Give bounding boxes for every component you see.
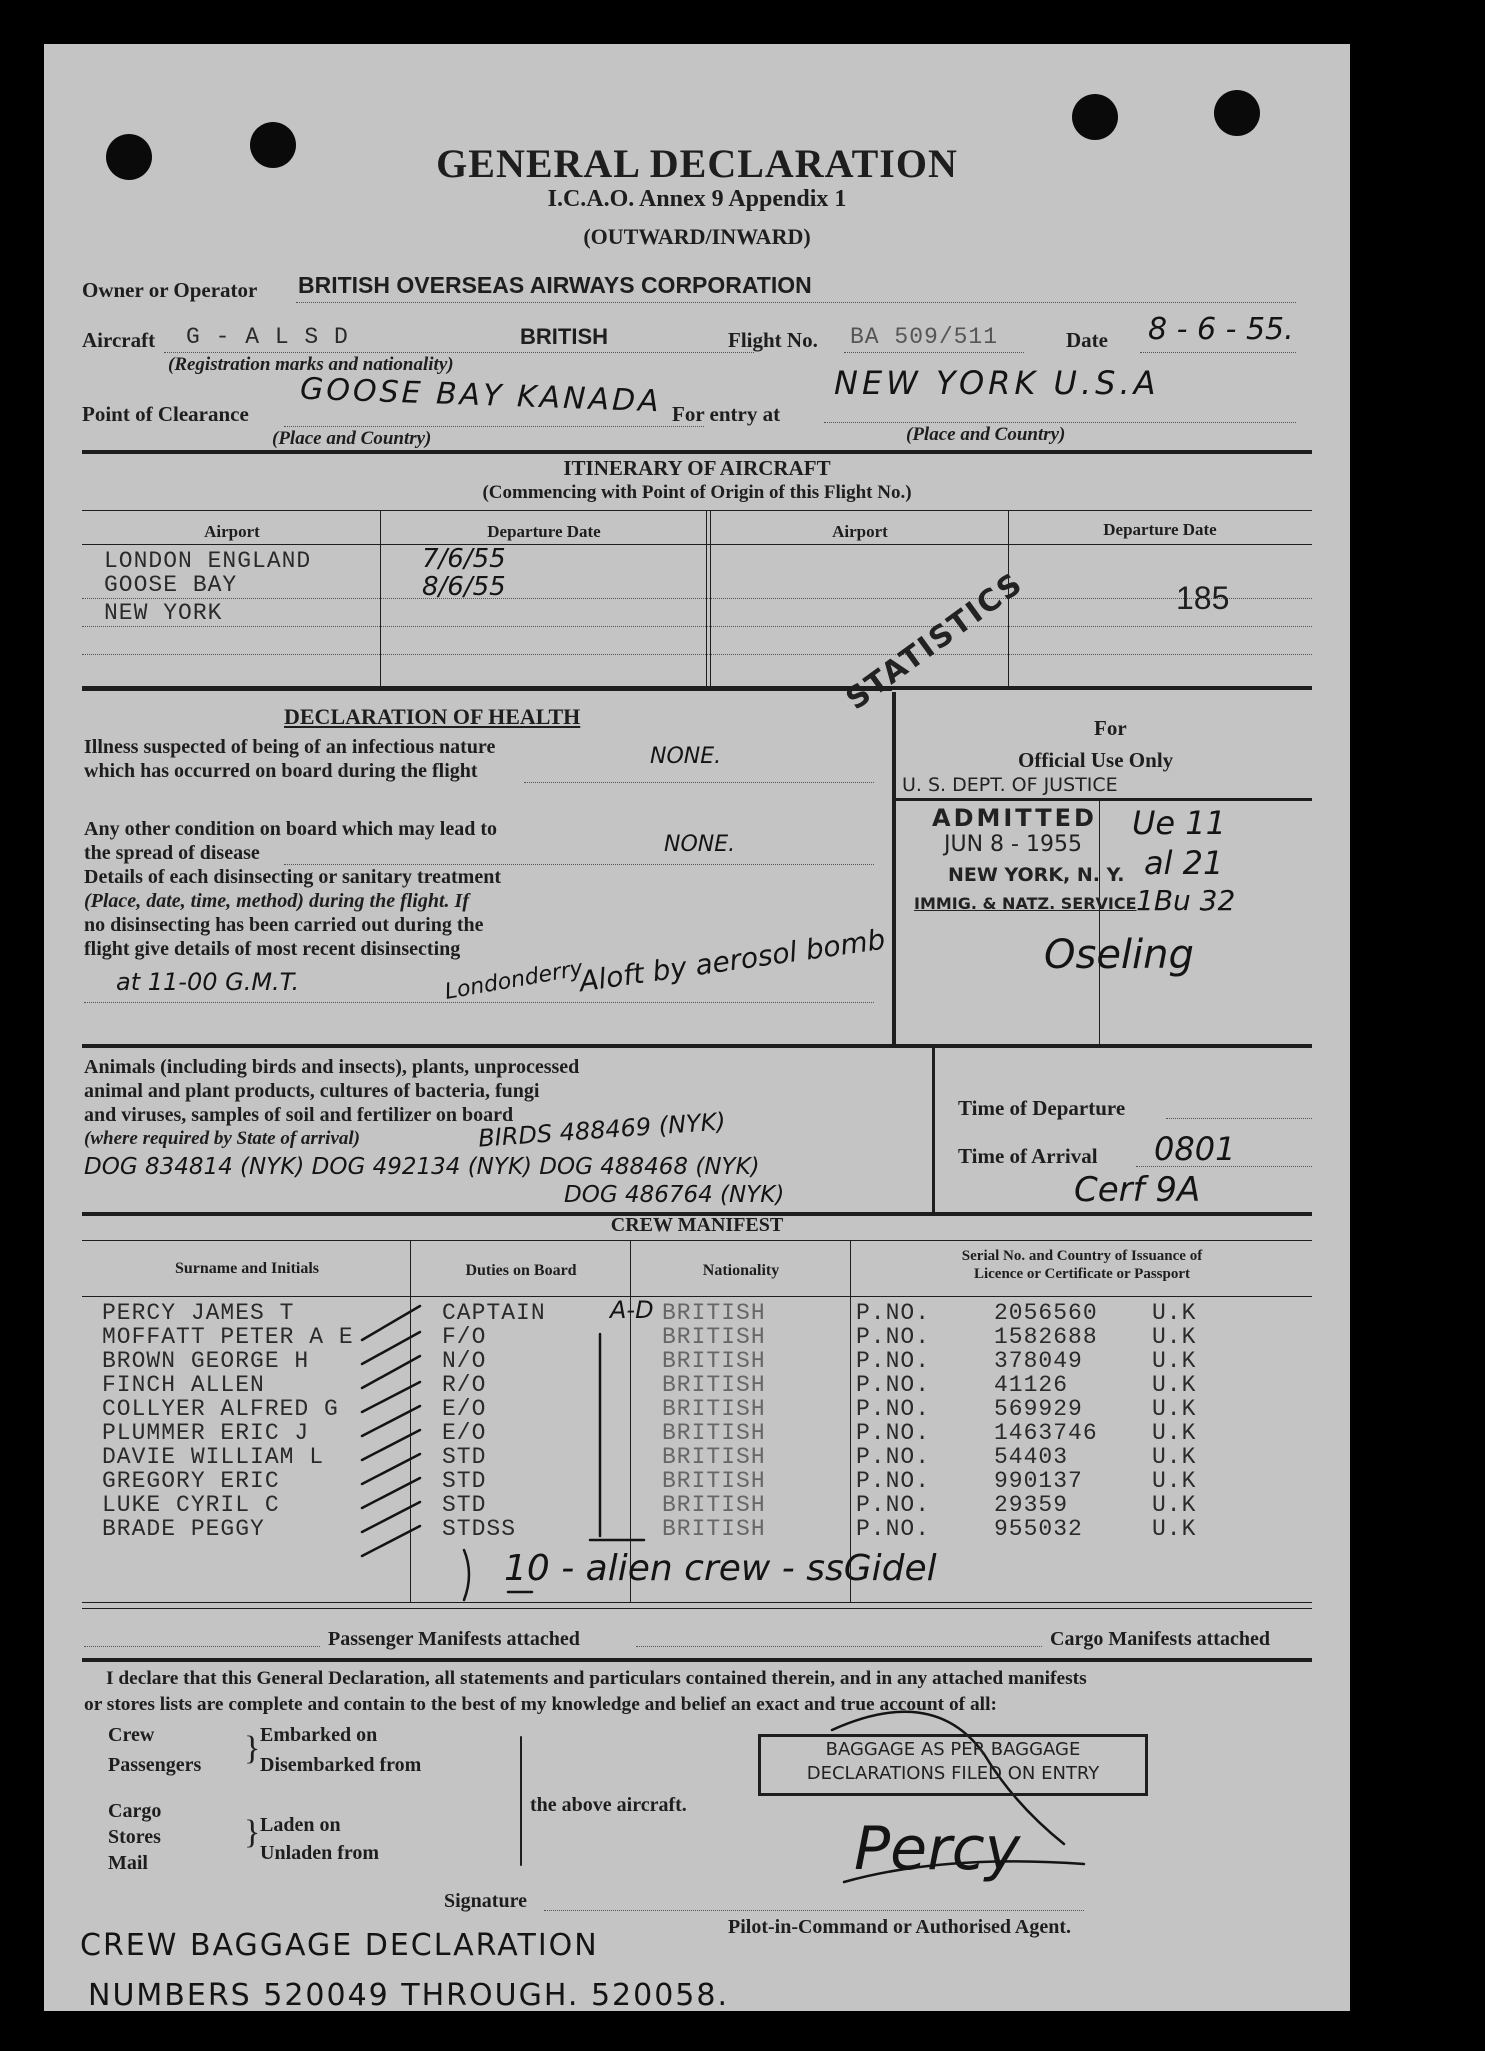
crew-col-serial-1: Serial No. and Country of Issuance of bbox=[961, 1248, 1203, 1264]
itinerary-date-2: 8/6/55 bbox=[422, 572, 506, 602]
decl-mail: Mail bbox=[108, 1852, 148, 1874]
health-q3-line1: Details of each disinsecting or sanitary treatment bbox=[84, 866, 501, 888]
animals-line4: (where required by State of arrival) bbox=[84, 1128, 361, 1149]
itinerary-col-airport-2: Airport bbox=[832, 522, 888, 541]
decl-cargo: Cargo bbox=[108, 1800, 162, 1822]
pilot-signature: Percy bbox=[854, 1814, 1021, 1884]
table-row: FINCH ALLEN R/O BRITISH P.NO. 41126 U.K bbox=[102, 1372, 1197, 1398]
decl-crew: Crew bbox=[108, 1724, 155, 1746]
decl-laden: Laden on bbox=[260, 1814, 341, 1836]
animals-hand-1: BIRDS 488469 (NYK) bbox=[477, 1107, 727, 1153]
animals-hand-3: DOG 486764 (NYK) bbox=[564, 1182, 785, 1208]
itinerary-col-airport: Airport bbox=[204, 522, 260, 541]
stamp-date: JUN 8 - 1955 bbox=[944, 832, 1082, 857]
owner-value: BRITISH OVERSEAS AIRWAYS CORPORATION bbox=[298, 272, 812, 298]
arrival-value: 0801 bbox=[1154, 1130, 1236, 1168]
health-q2-line1: Any other condition on board which may lead to bbox=[84, 818, 498, 840]
table-row: LUKE CYRIL C STD BRITISH P.NO. 29359 U.K bbox=[102, 1492, 1197, 1518]
clearance-note: (Place and Country) bbox=[272, 428, 432, 449]
admitted-stamp: ADMITTED bbox=[932, 804, 1097, 832]
health-q3-answer-1: Aloft by aerosol bomb bbox=[577, 922, 888, 999]
itinerary-col-departure: Departure Date bbox=[487, 522, 601, 541]
owner-label: Owner or Operator bbox=[82, 278, 258, 302]
brace: } bbox=[244, 1814, 261, 1851]
decl-unladen: Unladen from bbox=[260, 1842, 380, 1864]
date-value: 8 - 6 - 55. bbox=[1148, 312, 1294, 347]
aircraft-note: (Registration marks and nationality) bbox=[168, 354, 454, 375]
itinerary-airport-3: NEW YORK bbox=[104, 600, 223, 626]
table-row: BROWN GEORGE H N/O BRITISH P.NO. 378049 U.K bbox=[102, 1348, 1197, 1374]
form-subtitle: I.C.A.O. Annex 9 Appendix 1 bbox=[547, 186, 847, 212]
decl-passengers: Passengers bbox=[108, 1754, 202, 1776]
form-direction: (OUTWARD/INWARD) bbox=[583, 224, 811, 249]
itinerary-number: 185 bbox=[1176, 580, 1230, 616]
itinerary-airport-2: GOOSE BAY bbox=[104, 572, 238, 598]
statistics-stamp: STATISTICS bbox=[839, 565, 1030, 718]
decl-above: the above aircraft. bbox=[530, 1794, 687, 1816]
date-label: Date bbox=[1066, 328, 1108, 352]
cargo-manifests: Cargo Manifests attached bbox=[1050, 1628, 1270, 1650]
official-dept: U. S. DEPT. OF JUSTICE bbox=[902, 774, 1118, 796]
crew-hand-note: 10 - alien crew - ssGidel bbox=[504, 1548, 937, 1589]
itinerary-date-1: 7/6/55 bbox=[422, 544, 506, 574]
table-row: PLUMMER ERIC J E/O BRITISH P.NO. 1463746 U.K bbox=[102, 1420, 1197, 1446]
health-q3-line3: no disinsecting has been carried out during the bbox=[84, 914, 484, 936]
health-q2-answer: NONE. bbox=[664, 832, 736, 857]
entry-value: NEW YORK U.S.A bbox=[834, 364, 1160, 402]
table-row: DAVIE WILLIAM L STD BRITISH P.NO. 54403 U.K bbox=[102, 1444, 1197, 1470]
decl-embarked: Embarked on bbox=[260, 1724, 378, 1746]
health-q3-line2: (Place, date, time, method) during the flight. If bbox=[84, 890, 469, 912]
clearance-value: GOOSE BAY KANADA bbox=[299, 371, 663, 420]
declaration-line2: or stores lists are complete and contain to the best of my knowledge and belief an exact and true account of all: bbox=[84, 1694, 997, 1715]
entry-note: (Place and Country) bbox=[906, 424, 1066, 445]
crew-col-nat: Nationality bbox=[702, 1262, 780, 1279]
clearance-label: Point of Clearance bbox=[82, 402, 249, 426]
crew-col-serial-2: Licence or Certificate or Passport bbox=[973, 1266, 1191, 1282]
official-hand-2: al 21 bbox=[1144, 844, 1224, 882]
flight-value: BA 509/511 bbox=[850, 324, 999, 350]
health-q3-line4: flight give details of most recent disinsecting bbox=[84, 938, 461, 960]
itinerary-title: ITINERARY OF AIRCRAFT bbox=[563, 456, 831, 480]
itinerary-airport-1: LONDON ENGLAND bbox=[104, 548, 312, 574]
aircraft-value: G - A L S D bbox=[186, 324, 349, 350]
itinerary-subtitle: (Commencing with Point of Origin of this Flight No.) bbox=[482, 482, 912, 503]
flight-label: Flight No. bbox=[728, 328, 818, 352]
official-signature: Oseling bbox=[1044, 932, 1194, 978]
health-q2-line2: the spread of disease bbox=[84, 842, 260, 864]
arrival-label: Time of Arrival bbox=[958, 1144, 1098, 1168]
official-use-only: Official Use Only bbox=[1018, 748, 1174, 772]
health-q1-line2: which has occurred on board during the flight bbox=[84, 760, 478, 782]
health-q3-answer-2: at 11-00 G.M.T. bbox=[116, 968, 300, 996]
baggage-line1: BAGGAGE AS PER BAGGAGE bbox=[825, 1739, 1081, 1760]
departure-label: Time of Departure bbox=[958, 1096, 1126, 1120]
health-q1-answer: NONE. bbox=[650, 744, 722, 769]
table-row: GREGORY ERIC STD BRITISH P.NO. 990137 U.K bbox=[102, 1468, 1197, 1494]
crew-col-duty: Duties on Board bbox=[465, 1262, 577, 1279]
table-row: BRADE PEGGY STDSS BRITISH P.NO. 955032 U.K bbox=[102, 1516, 1197, 1542]
passenger-manifests: Passenger Manifests attached bbox=[328, 1628, 580, 1650]
signature-label: Signature bbox=[444, 1890, 527, 1912]
animals-line2: animal and plant products, cultures of bacteria, fungi bbox=[84, 1080, 540, 1102]
table-row: MOFFATT PETER A E F/O BRITISH P.NO. 1582688 U.K bbox=[102, 1324, 1197, 1350]
footer-line2: NUMBERS 520049 THROUGH. 520058. bbox=[88, 1978, 730, 2013]
crew-col-name: Surname and Initials bbox=[174, 1260, 320, 1277]
baggage-line2: DECLARATIONS FILED ON ENTRY bbox=[806, 1763, 1100, 1784]
health-q1-line1: Illness suspected of being of an infectious nature bbox=[84, 736, 496, 758]
table-row: PERCY JAMES T CAPTAIN BRITISH P.NO. 2056560 U.K bbox=[102, 1300, 1197, 1326]
stamp-service: IMMIG. & NATZ. SERVICE bbox=[914, 894, 1137, 913]
footer-line1: CREW BAGGAGE DECLARATION bbox=[80, 1928, 599, 1963]
itinerary-col-departure-2: Departure Date bbox=[1103, 520, 1217, 539]
nationality-value: BRITISH bbox=[520, 324, 608, 349]
baggage-stamp bbox=[758, 1734, 1148, 1796]
animals-line3: and viruses, samples of soil and fertilizer on board bbox=[84, 1104, 514, 1126]
animals-hand-2: DOG 834814 (NYK) DOG 492134 (NYK) DOG 488468 (NYK) bbox=[84, 1154, 760, 1180]
form-title: GENERAL DECLARATION bbox=[436, 141, 958, 186]
stamp-city: NEW YORK, N. Y. bbox=[948, 864, 1125, 886]
declaration-form bbox=[44, 44, 1350, 2011]
official-hand-1: Ue 11 bbox=[1132, 804, 1226, 842]
aircraft-label: Aircraft bbox=[82, 328, 156, 352]
crew-title: CREW MANIFEST bbox=[610, 1214, 784, 1236]
animals-line1: Animals (including birds and insects), plants, unprocessed bbox=[84, 1056, 580, 1078]
crew-hand-mark: A-D bbox=[610, 1296, 654, 1324]
arrival-note: Cerf 9A bbox=[1074, 1170, 1201, 1210]
official-for: For bbox=[1094, 716, 1127, 740]
entry-label: For entry at bbox=[672, 402, 781, 426]
decl-stores: Stores bbox=[108, 1826, 161, 1848]
health-q3-answer-3: Londonderry bbox=[442, 956, 585, 1005]
pilot-label: Pilot-in-Command or Authorised Agent. bbox=[728, 1916, 1071, 1938]
brace: } bbox=[244, 1730, 261, 1767]
health-title: DECLARATION OF HEALTH bbox=[284, 704, 581, 729]
table-row: COLLYER ALFRED G E/O BRITISH P.NO. 569929 U.K bbox=[102, 1396, 1197, 1422]
decl-disembarked: Disembarked from bbox=[260, 1754, 422, 1776]
declaration-line1: I declare that this General Declaration, all statements and particulars contained therein, and in any attached manifests bbox=[106, 1668, 1087, 1689]
official-hand-3: 1Bu 32 bbox=[1136, 884, 1236, 917]
